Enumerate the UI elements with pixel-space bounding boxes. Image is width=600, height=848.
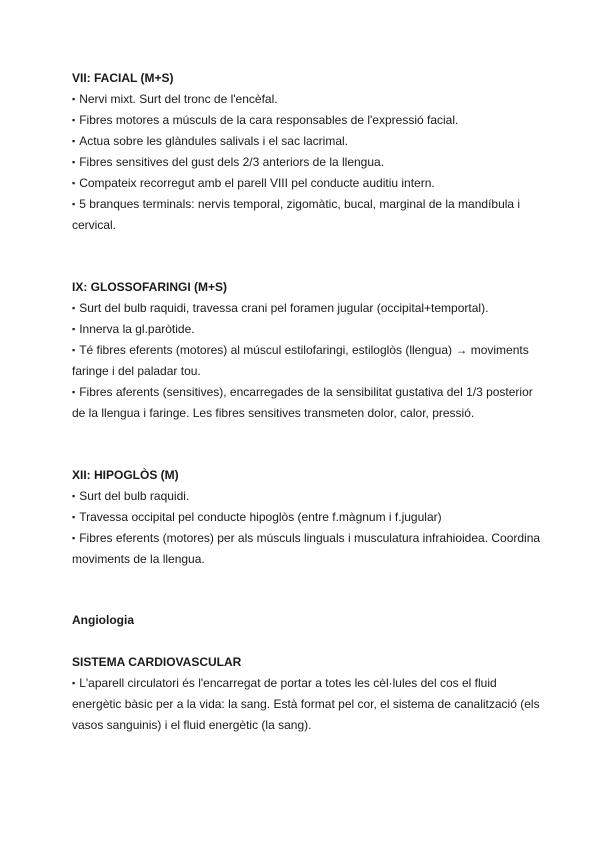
cardio-item-text: L'aparell circulatori és l'encarregat de portar a totes les cèl·lules del cos el fluid energètic bàsic per a la vida: la sang. Està format pel cor, el sistema de canalització (els vasos sanguinis) i el fluid energètic (la sang). bbox=[72, 676, 540, 732]
heading-hipoglos: XII: HIPOGLÒS (M) bbox=[72, 468, 179, 482]
facial-item bbox=[72, 89, 542, 110]
facial-item-text: Actua sobre les glàndules salivals i el sac lacrimal. bbox=[79, 134, 348, 148]
heading-angiologia: Angiologia bbox=[72, 613, 134, 627]
section-angiologia bbox=[72, 610, 542, 631]
heading-facial: VII: FACIAL (M+S) bbox=[72, 71, 174, 85]
section-glossofaringi bbox=[72, 277, 542, 424]
hipoglos-item bbox=[72, 486, 542, 507]
section-facial bbox=[72, 68, 542, 236]
glosso-item bbox=[72, 382, 542, 424]
facial-item bbox=[72, 110, 542, 131]
facial-item bbox=[72, 152, 542, 173]
glosso-item-text: Fibres aferents (sensitives), encarregades de la sensibilitat gustativa del 1/3 posterior de la llengua i faringe. Les fibres sensitives transmeten dolor, calor, pressió. bbox=[72, 385, 533, 420]
glosso-item-text: Surt del bulb raquidi, travessa crani pel foramen jugular (occipital+temportal). bbox=[79, 301, 489, 315]
section-hipoglos bbox=[72, 465, 542, 570]
facial-item-text: Nervi mixt. Surt del tronc de l'encèfal. bbox=[79, 92, 278, 106]
glosso-item-text: Té fibres eferents (motores) al múscul estilofaringi, estiloglòs (llengua) → moviments faringe i del paladar tou. bbox=[72, 343, 529, 378]
facial-item bbox=[72, 173, 542, 194]
facial-item-text: Fibres sensitives del gust dels 2/3 anteriors de la llengua. bbox=[79, 155, 385, 169]
hipoglos-item bbox=[72, 507, 542, 528]
glosso-item-text: Innerva la gl.paròtide. bbox=[79, 322, 195, 336]
heading-cardiovascular: SISTEMA CARDIOVASCULAR bbox=[72, 655, 242, 669]
section-cardiovascular bbox=[72, 652, 542, 736]
hipoglos-item bbox=[72, 528, 542, 570]
facial-item-text: Fibres motores a músculs de la cara responsables de l'expressió facial. bbox=[79, 113, 459, 127]
hipoglos-item-text: Fibres eferents (motores) per als músculs linguals i musculatura infrahioidea. Coordina moviments de la llengua. bbox=[72, 531, 541, 566]
hipoglos-item-text: Travessa occipital pel conducte hipoglòs (entre f.màgnum i f.jugular) bbox=[79, 510, 442, 524]
facial-item-text: 5 branques terminals: nervis temporal, zigomàtic, bucal, marginal de la mandíbula i cervical. bbox=[72, 197, 521, 232]
facial-item bbox=[72, 131, 542, 152]
glosso-item bbox=[72, 340, 542, 382]
glosso-item bbox=[72, 319, 542, 340]
hipoglos-item-text: Surt del bulb raquidi. bbox=[79, 489, 190, 503]
cardio-item bbox=[72, 673, 542, 736]
facial-item bbox=[72, 194, 542, 236]
facial-item-text: Compateix recorregut amb el parell VIII pel conducte auditiu intern. bbox=[79, 176, 435, 190]
glosso-item bbox=[72, 298, 542, 319]
heading-glossofaringi: IX: GLOSSOFARINGI (M+S) bbox=[72, 280, 228, 294]
